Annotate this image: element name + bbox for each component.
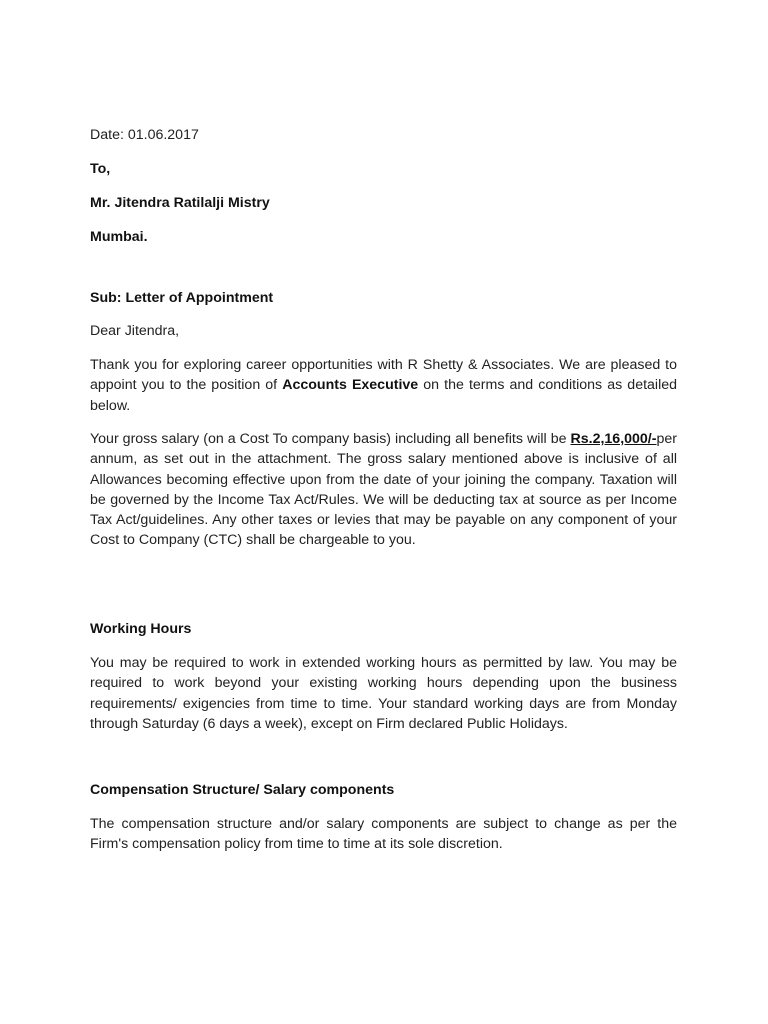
intro-text-after: on the terms and conditions as detailed below. [90, 377, 677, 414]
position-title: Accounts Executive [282, 377, 419, 394]
working-hours-paragraph: You may be required to work in extended working hours as permitted by law. You may be required to work beyond your existing working hours depending upon the business requirements/ exigencies from time to time. Your standard working days are from Monday through Saturday (6 days a week), except on Firm declared Public Holidays. [90, 655, 677, 732]
salary-text-before: Your gross salary (on a Cost To company basis) including all benefits will be [90, 431, 571, 447]
recipient-city: Mumbai. [90, 229, 148, 245]
salary-amount: Rs.2,16,000/- [570, 431, 657, 447]
letter-subject: Sub: Letter of Appointment [90, 290, 274, 306]
working-hours-heading: Working Hours [90, 621, 192, 637]
compensation-paragraph: The compensation structure and/or salary components are subject to change as per the Firm's compensation policy from time to time at its sole discretion. [90, 816, 677, 853]
salary-paragraph [90, 429, 677, 551]
letter-date: Date: 01.06.2017 [90, 127, 199, 143]
to-label: To, [90, 161, 111, 177]
intro-paragraph [90, 355, 677, 416]
compensation-heading: Compensation Structure/ Salary components [90, 782, 395, 798]
salary-text-after: per annum, as set out in the attachment. The gross salary mentioned above is inclusive of all Allowances becoming effective upon from the date of your joining the company. Taxation will be governed by the Income Tax Act/Rules. We will be deducting tax at source as per Income Tax Act/guidelines. Any other taxes or levies that may be payable on any component of your Cost to Company (CTC) shall be chargeable to you. [90, 431, 677, 549]
recipient-name: Mr. Jitendra Ratilalji Mistry [90, 195, 270, 211]
salutation: Dear Jitendra, [90, 323, 180, 339]
intro-text-before: Thank you for exploring career opportunities with R Shetty & Associates. We are pleased to appoint you to the position of [90, 357, 677, 394]
